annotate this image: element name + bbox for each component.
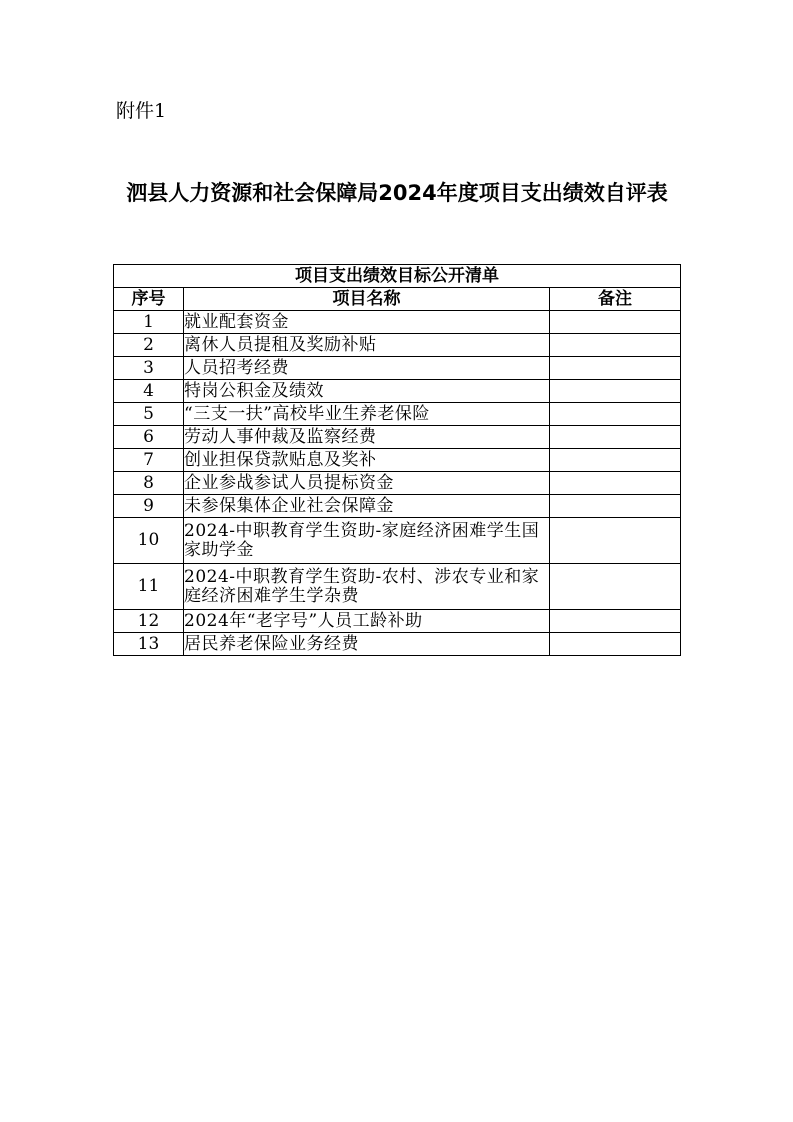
project-name: 就业配套资金 bbox=[184, 311, 550, 334]
row-number: 5 bbox=[114, 403, 184, 426]
remarks-cell bbox=[550, 495, 681, 518]
row-number: 8 bbox=[114, 472, 184, 495]
table-row bbox=[114, 334, 681, 357]
remarks-cell bbox=[550, 334, 681, 357]
table-row bbox=[114, 380, 681, 403]
project-name: 特岗公积金及绩效 bbox=[184, 380, 550, 403]
performance-table bbox=[113, 264, 681, 656]
project-name: 劳动人事仲裁及监察经费 bbox=[184, 426, 550, 449]
row-number: 10 bbox=[114, 518, 184, 564]
row-number: 13 bbox=[114, 633, 184, 656]
project-name: 2024-中职教育学生资助-家庭经济困难学生国家助学金 bbox=[184, 518, 550, 564]
project-name: 2024-中职教育学生资助-农村、涉农专业和家庭经济困难学生学杂费 bbox=[184, 564, 550, 610]
remarks-cell bbox=[550, 426, 681, 449]
row-number: 2 bbox=[114, 334, 184, 357]
row-number: 12 bbox=[114, 610, 184, 633]
table-row bbox=[114, 426, 681, 449]
table-row bbox=[114, 472, 681, 495]
row-number: 6 bbox=[114, 426, 184, 449]
column-header-project-name: 项目名称 bbox=[184, 288, 550, 311]
row-number: 7 bbox=[114, 449, 184, 472]
remarks-cell bbox=[550, 564, 681, 610]
project-name: 未参保集体企业社会保障金 bbox=[184, 495, 550, 518]
table-row bbox=[114, 495, 681, 518]
row-number: 1 bbox=[114, 311, 184, 334]
project-name: 居民养老保险业务经费 bbox=[184, 633, 550, 656]
remarks-cell bbox=[550, 633, 681, 656]
table-row bbox=[114, 403, 681, 426]
table-row bbox=[114, 633, 681, 656]
table-row bbox=[114, 564, 681, 610]
project-name: 企业参战参试人员提标资金 bbox=[184, 472, 550, 495]
table-row bbox=[114, 518, 681, 564]
attachment-label: 附件1 bbox=[116, 100, 167, 122]
project-name: 创业担保贷款贴息及奖补 bbox=[184, 449, 550, 472]
project-name: “三支一扶”高校毕业生养老保险 bbox=[184, 403, 550, 426]
table-row bbox=[114, 610, 681, 633]
row-number: 3 bbox=[114, 357, 184, 380]
row-number: 4 bbox=[114, 380, 184, 403]
document-title: 泗县人力资源和社会保障局2024年度项目支出绩效自评表 bbox=[126, 181, 668, 205]
remarks-cell bbox=[550, 357, 681, 380]
remarks-cell bbox=[550, 403, 681, 426]
table-row bbox=[114, 311, 681, 334]
remarks-cell bbox=[550, 380, 681, 403]
remarks-cell bbox=[550, 610, 681, 633]
project-name: 2024年“老字号”人员工龄补助 bbox=[184, 610, 550, 633]
column-header-number: 序号 bbox=[114, 288, 184, 311]
row-number: 9 bbox=[114, 495, 184, 518]
remarks-cell bbox=[550, 449, 681, 472]
project-name: 人员招考经费 bbox=[184, 357, 550, 380]
project-name: 离休人员提租及奖励补贴 bbox=[184, 334, 550, 357]
row-number: 11 bbox=[114, 564, 184, 610]
table-row bbox=[114, 449, 681, 472]
table-row bbox=[114, 357, 681, 380]
remarks-cell bbox=[550, 472, 681, 495]
column-header-remarks: 备注 bbox=[550, 288, 681, 311]
remarks-cell bbox=[550, 311, 681, 334]
table-caption: 项目支出绩效目标公开清单 bbox=[114, 265, 681, 288]
remarks-cell bbox=[550, 518, 681, 564]
